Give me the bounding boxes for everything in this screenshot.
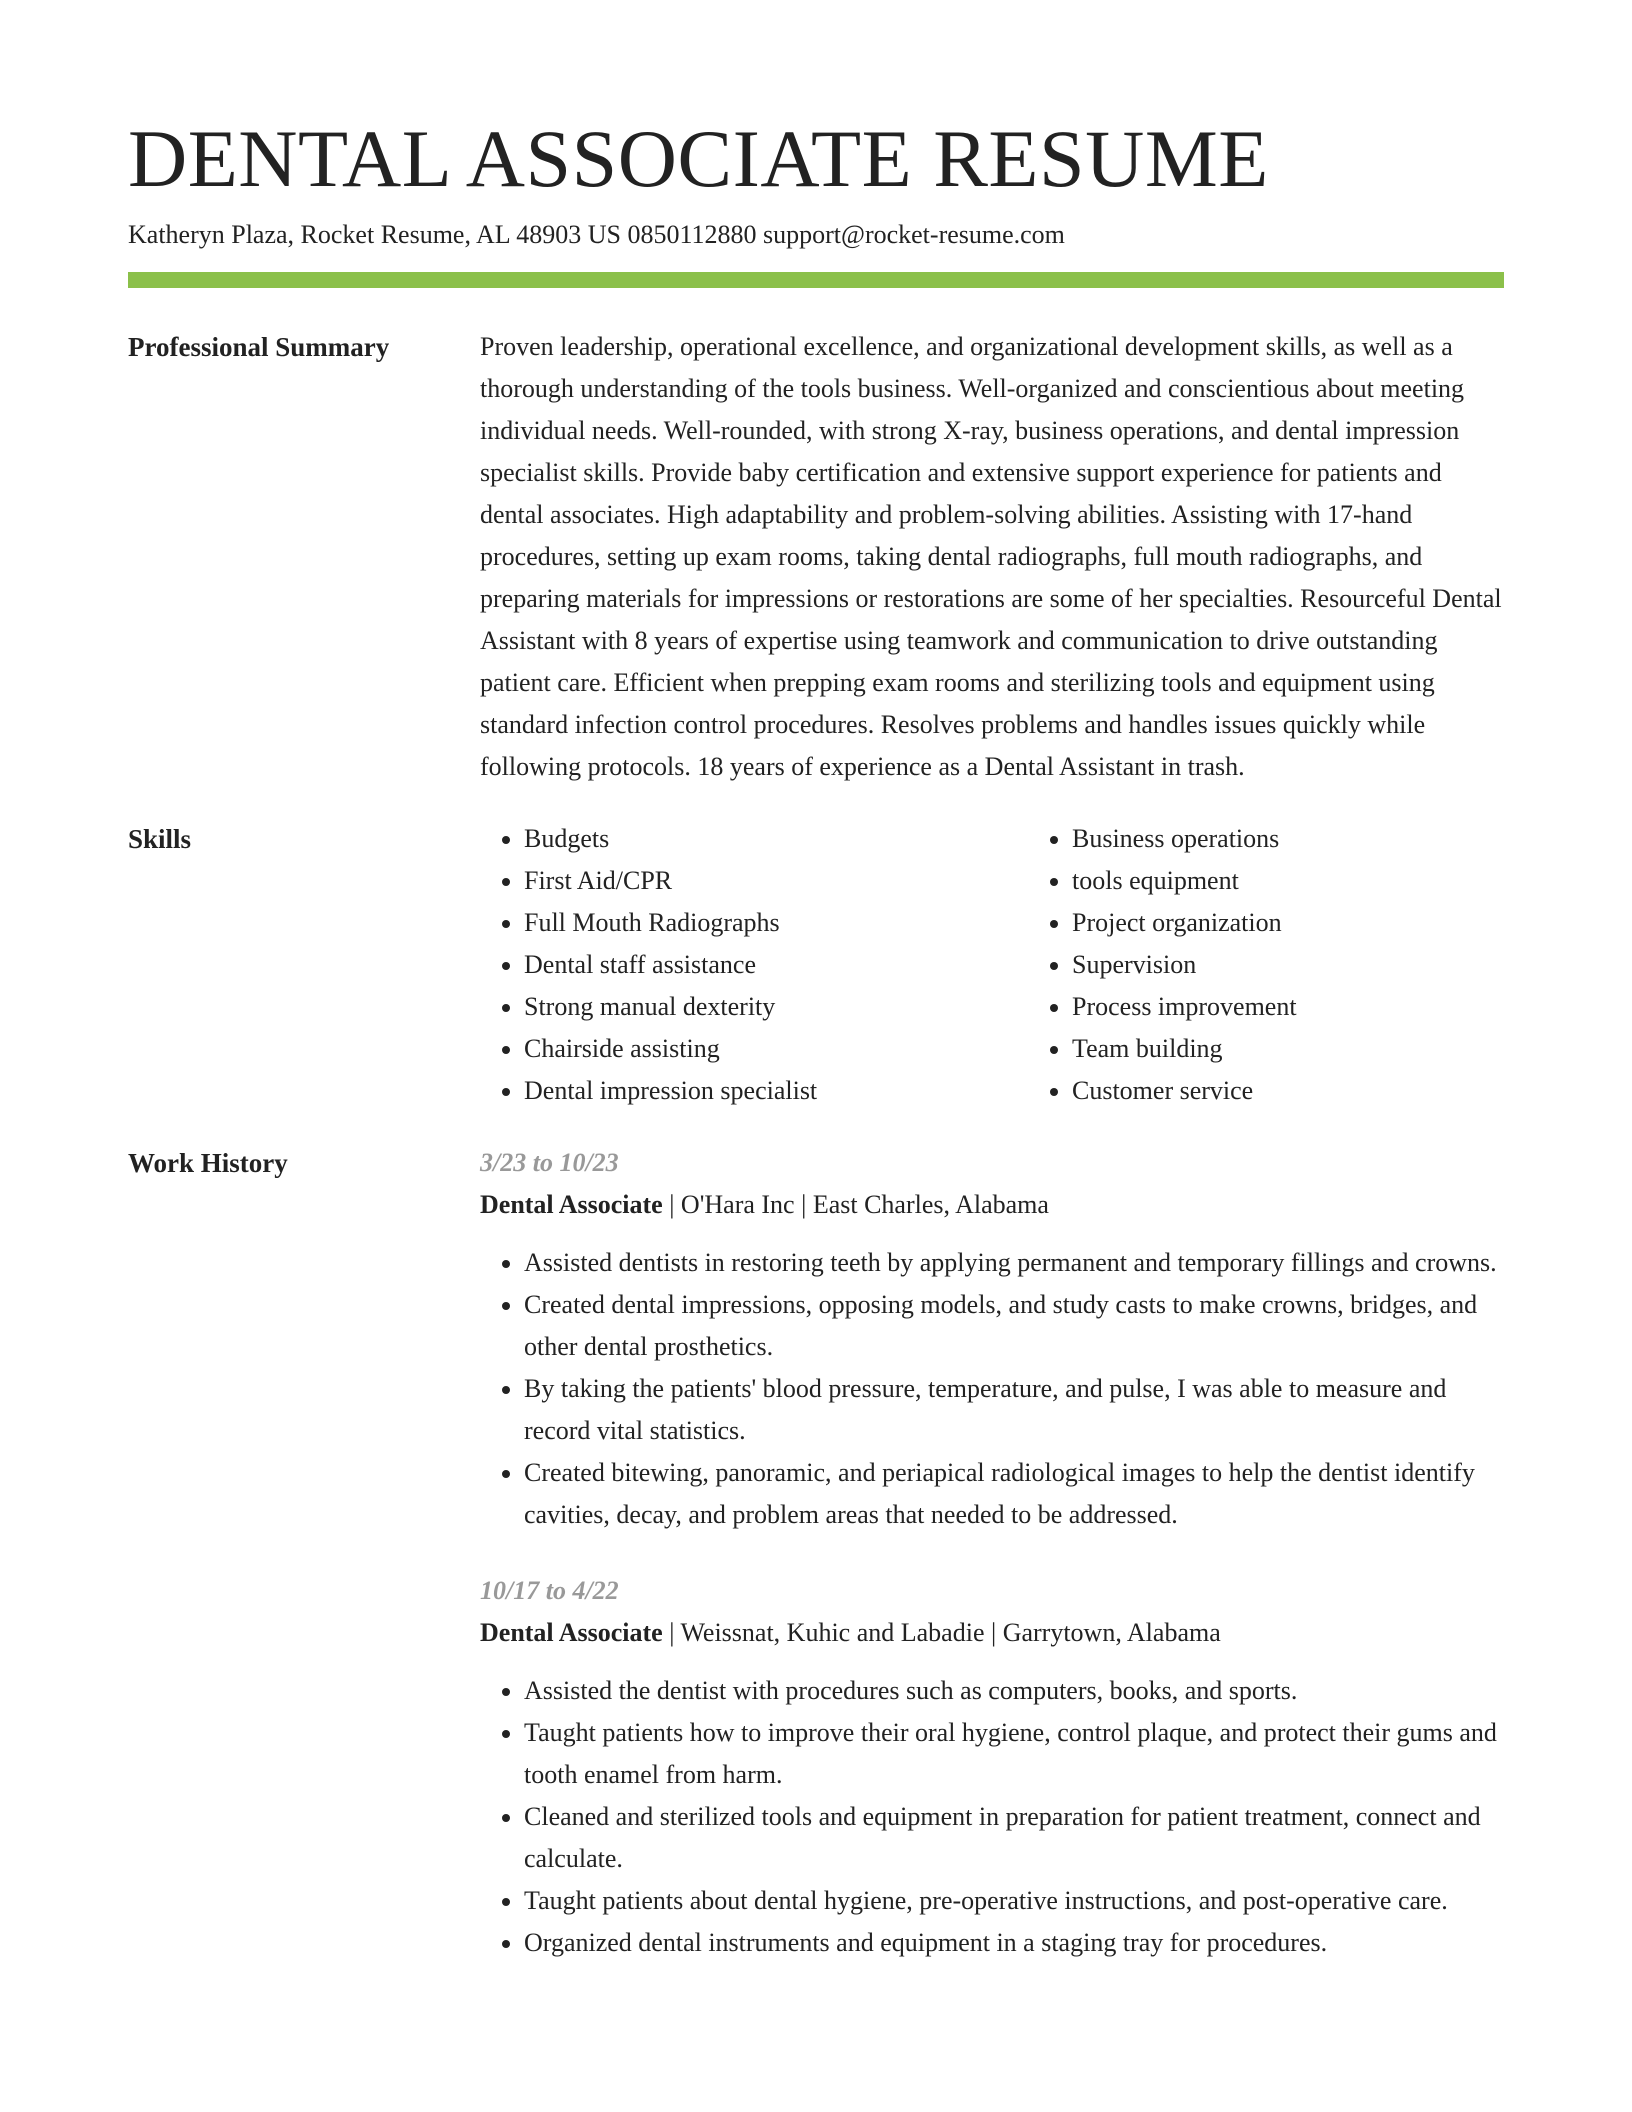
skill-item: • Budgets (524, 818, 1028, 860)
job-dates: 3/23 to 10/23 (480, 1148, 619, 1178)
summary-heading: Professional Summary (128, 332, 390, 363)
skill-item: • tools equipment (1072, 860, 1576, 902)
job-dates: 10/17 to 4/22 (480, 1576, 619, 1606)
skills-list-left (480, 818, 1028, 1112)
resume-title: DENTAL ASSOCIATE RESUME (128, 113, 1269, 204)
work-history-section (128, 1142, 1504, 1998)
job-bullet: • Cleaned and sterilized tools and equipment in preparation for patient treatment, connect and calculate. (524, 1796, 1504, 1880)
job-bullet: • Created dental impressions, opposing models, and study casts to make crowns, bridges, and other dental prosthetics. (524, 1284, 1504, 1368)
job-title-line (480, 1184, 1504, 1226)
job-separator (795, 1190, 813, 1219)
job-bullet: • Taught patients about dental hygiene, pre-operative instructions, and post-operative care. (524, 1880, 1504, 1922)
job-title: Dental Associate (480, 1618, 663, 1648)
skills-grid (480, 818, 1576, 1112)
job-entry (480, 1570, 1504, 1964)
skills-heading: Skills (128, 824, 192, 855)
contact-email: support@rocket-resume.com (763, 220, 1065, 250)
skill-item: • Strong manual dexterity (524, 986, 1028, 1028)
job-bullet: • Taught patients how to improve their oral hygiene, control plaque, and protect their gums and tooth enamel from harm. (524, 1712, 1504, 1796)
summary-text: Proven leadership, operational excellence, and organizational development skills, as well as a thorough understanding of the tools business. Well-organized and conscientious about meeting individual needs. Well-rounded, with strong X-ray, business operations, and dental impression specialist skills. Provide baby certification and extensive support experience for patients and dental associates. High adaptability and problem-solving abilities. Assisting with 17-hand procedures, setting up exam rooms, taking dental radiographs, full mouth radiographs, and preparing materials for impressions or restorations are some of her specialties. Resourceful Dental Assistant with 8 years of expertise using teamwork and communication to drive outstanding patient care. Efficient when prepping exam rooms and sterilizing tools and equipment using standard infection control procedures. Resolves problems and handles issues quickly while following protocols. 18 years of experience as a Dental Assistant in trash. (480, 332, 1502, 782)
job-entry (480, 1142, 1504, 1536)
job-separator (663, 1190, 681, 1219)
job-location: Garrytown, Alabama (1002, 1618, 1221, 1648)
skill-item: • Dental staff assistance (524, 944, 1028, 986)
job-company: O'Hara Inc (680, 1190, 795, 1220)
job-bullet-list (480, 1242, 1504, 1536)
job-bullet-list (480, 1670, 1504, 1964)
job-bullet: • By taking the patients' blood pressure, temperature, and pulse, I was able to measure and record vital statistics. (524, 1368, 1504, 1452)
job-bullet: • Created bitewing, panoramic, and periapical radiological images to help the dentist identify cavities, decay, and problem areas that needed to be addressed. (524, 1452, 1504, 1536)
skill-item: • Dental impression specialist (524, 1070, 1028, 1112)
summary-body (480, 326, 1504, 788)
accent-divider (128, 272, 1504, 288)
skill-item: • Team building (1072, 1028, 1576, 1070)
job-bullet: • Assisted dentists in restoring teeth by applying permanent and temporary fillings and crowns. (524, 1242, 1504, 1284)
skill-item: • Chairside assisting (524, 1028, 1028, 1070)
skill-item: • Supervision (1072, 944, 1576, 986)
job-bullet: • Organized dental instruments and equipment in a staging tray for procedures. (524, 1922, 1504, 1964)
skill-item: • Project organization (1072, 902, 1576, 944)
job-separator (984, 1618, 1002, 1647)
skill-item: • Process improvement (1072, 986, 1576, 1028)
job-bullet: • Assisted the dentist with procedures such as computers, books, and sports. (524, 1670, 1504, 1712)
skill-item: • First Aid/CPR (524, 860, 1028, 902)
job-title-line (480, 1612, 1504, 1654)
contact-phone: 0850112880 (627, 220, 757, 250)
skill-item: • Full Mouth Radiographs (524, 902, 1028, 944)
skills-section (128, 818, 1504, 1112)
skill-item: • Business operations (1072, 818, 1576, 860)
skill-item: • Customer service (1072, 1070, 1576, 1112)
job-title: Dental Associate (480, 1190, 663, 1220)
job-separator (663, 1618, 681, 1647)
work-history-body (480, 1142, 1504, 1998)
job-company: Weissnat, Kuhic and Labadie (680, 1618, 985, 1648)
contact-address: Katheryn Plaza, Rocket Resume, AL 48903 US (128, 220, 621, 250)
work-history-heading: Work History (128, 1148, 288, 1179)
job-location: East Charles, Alabama (812, 1190, 1049, 1220)
skills-list-right (1028, 818, 1576, 1112)
contact-line (128, 218, 1504, 252)
skills-body (480, 818, 1576, 1112)
summary-section (128, 326, 1504, 788)
